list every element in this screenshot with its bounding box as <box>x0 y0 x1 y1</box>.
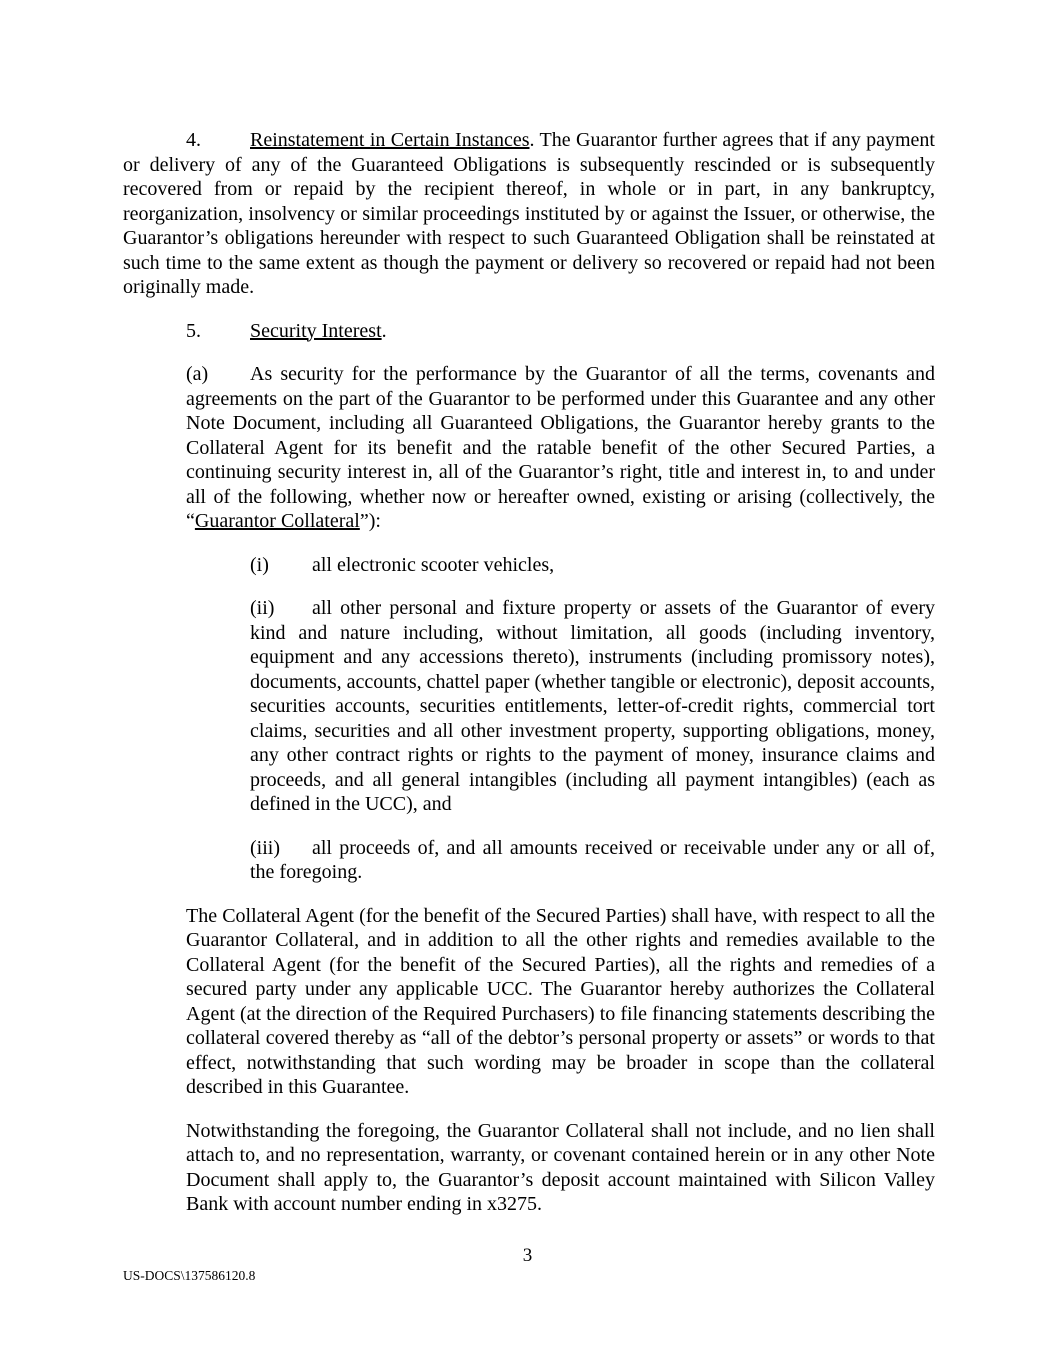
section-number: 4. <box>186 129 201 151</box>
subsection-a <box>186 362 935 534</box>
list-item-text: all other personal and fixture property or assets of the Guarantor of every kind and nature including, without limitation, all goods (including inventory, equipment and any accessions thereto), instruments (including promissory notes), documents, accounts, chattel paper (whether tangible or electronic), deposit accounts, securities accounts, securities entitlements, letter-of-credit rights, commercial tort claims, securities and all other investment property, supporting obligations, money, any other contract rights or rights to the payment of money, insurance claims and proceeds, and all general intangibles (including all payment intangibles) (each as defined in the UCC), and <box>250 597 935 815</box>
list-item-label: (i) <box>250 553 269 576</box>
list-item-label: (ii) <box>250 597 275 619</box>
list-item-i <box>250 553 935 578</box>
paragraph-text: The Collateral Agent (for the benefit of the Secured Parties) shall have, with respect to all the Guarantor Collateral, and in addition to all the other rights and remedies available to the Collateral Agent (for the benefit of the Secured Parties), all the rights and remedies of a secured party under any applicable UCC. The Guarantor hereby authorizes the Collateral Agent (at the direction of the Required Purchasers) to file financing statements describing the collateral covered thereby as “all of the debtor’s personal property or assets” or words to that effect, notwithstanding that such wording may be broader in scope than the collateral described in this Guarantee. <box>186 904 935 1098</box>
section-heading: Security Interest <box>250 319 382 342</box>
paragraph-5 <box>123 319 935 344</box>
section-heading-period: . <box>381 319 387 342</box>
list-item-label: (iii) <box>250 836 280 859</box>
subsection-text-after: ”): <box>359 510 381 532</box>
paragraph-exclusion <box>186 1119 935 1217</box>
page-number: 3 <box>522 1245 533 1266</box>
paragraph-collateral-agent <box>186 904 935 1100</box>
defined-term: Guarantor Collateral <box>194 510 360 532</box>
subsection-label: (a) <box>186 363 209 385</box>
section-number: 5. <box>186 319 201 342</box>
list-item-text: all electronic scooter vehicles, <box>312 553 555 576</box>
paragraph-text: Notwithstanding the foregoing, the Guarantor Collateral shall not include, and no lien shall attach to, and no representation, warranty, or covenant contained herein or in any other Note Document shall apply to, the Guarantor’s deposit account maintained with Silicon Valley Bank with account number ending in x3275. <box>186 1119 935 1215</box>
list-item-text: all proceeds of, and all amounts received or receivable under any or all of, the foregoing. <box>250 836 935 883</box>
subsection-text: As security for the performance by the Guarantor of all the terms, covenants and agreements on the part of the Guarantor to be performed under this Guarantee and any other Note Document, including all Guaranteed Obligations, the Guarantor hereby grants to the Collateral Agent for its benefit and the ratable benefit of the other Secured Parties, a continuing security interest in, all of the Guarantor’s right, title and interest in, to and under all of the following, whether now or hereafter owned, existing or arising (collectively, the “ <box>186 363 935 532</box>
paragraph-4 <box>123 128 935 300</box>
list-item-iii <box>250 836 935 885</box>
list-item-ii <box>250 596 935 817</box>
document-id: US-DOCS\137586120.8 <box>123 1268 256 1283</box>
section-heading: Reinstatement in Certain Instances <box>250 129 530 151</box>
paragraph-body: . The Guarantor further agrees that if any payment or delivery of any of the Guaranteed Obligations is subsequently rescinded or is subsequently recovered from or repaid by the recipient thereof, in whole or in part, in any bankruptcy, reorganization, insolvency or similar proceedings instituted by or against the Issuer, or otherwise, the Guarantor’s obligations hereunder with respect to such Guaranteed Obligation shall be reinstated at such time to the same extent as though the payment or delivery so recovered or repaid had not been originally made. <box>123 129 935 298</box>
